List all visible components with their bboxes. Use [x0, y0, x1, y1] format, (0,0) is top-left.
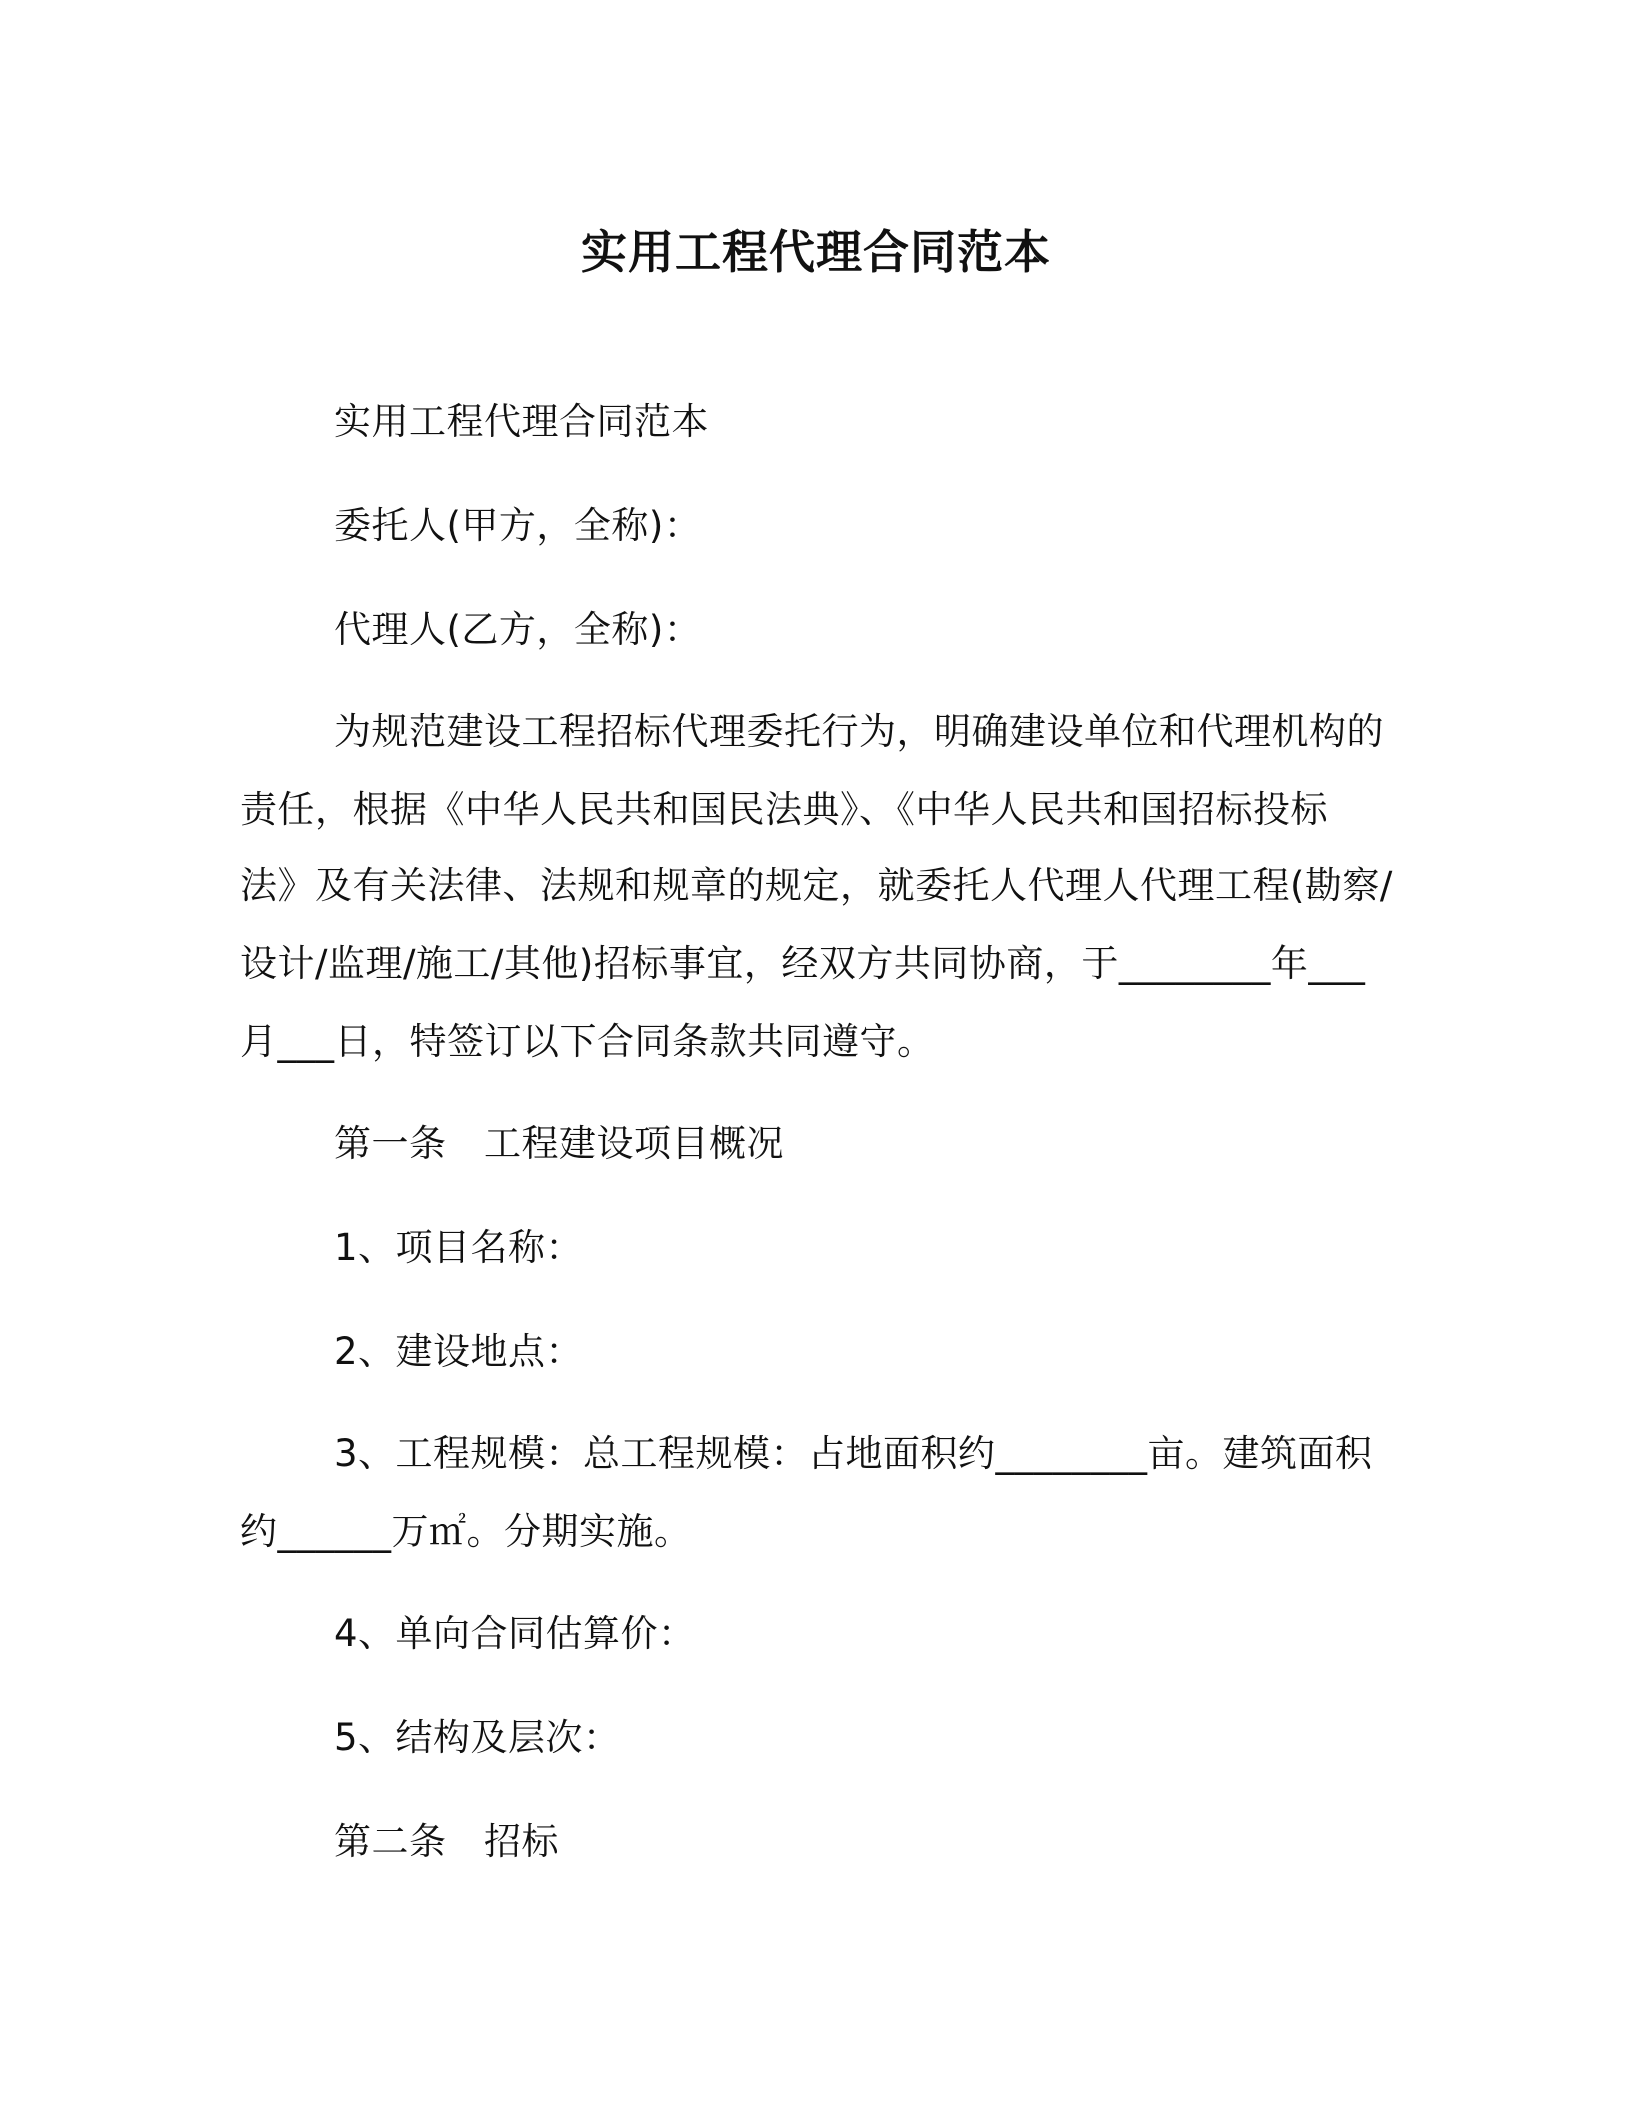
preamble-line-5: 月___日，特签订以下合同条款共同遵守。	[240, 1020, 935, 1063]
article-1-item-5: 5、结构及层次：	[334, 1716, 621, 1759]
party-a-label: 委托人(甲方，全称)：	[334, 504, 702, 547]
preamble-line-1: 为规范建设工程招标代理委托行为，明确建设单位和代理机构的	[334, 710, 1384, 753]
article-1-item-3-line-2: 约______万㎡。分期实施。	[240, 1510, 692, 1553]
document-subtitle: 实用工程代理合同范本	[334, 400, 709, 443]
article-1-item-1: 1、项目名称：	[334, 1226, 584, 1269]
article-1-heading: 第一条 工程建设项目概况	[334, 1122, 784, 1165]
preamble-line-2: 责任，根据《中华人民共和国民法典》、《中华人民共和国招标投标	[240, 788, 1328, 831]
article-1-item-2: 2、建设地点：	[334, 1330, 584, 1373]
preamble-line-4: 设计/监理/施工/其他)招标事宜，经双方共同协商，于________年___	[240, 942, 1366, 985]
preamble-line-3: 法》及有关法律、法规和规章的规定，就委托人代理人代理工程(勘察/	[240, 864, 1393, 907]
article-1-item-4: 4、单向合同估算价：	[334, 1612, 696, 1655]
article-1-item-3-line-1: 3、工程规模：总工程规模：占地面积约________亩。建筑面积	[334, 1432, 1373, 1475]
article-2-heading: 第二条 招标	[334, 1820, 559, 1863]
document-title: 实用工程代理合同范本	[581, 225, 1051, 279]
party-b-label: 代理人(乙方，全称)：	[334, 608, 702, 651]
